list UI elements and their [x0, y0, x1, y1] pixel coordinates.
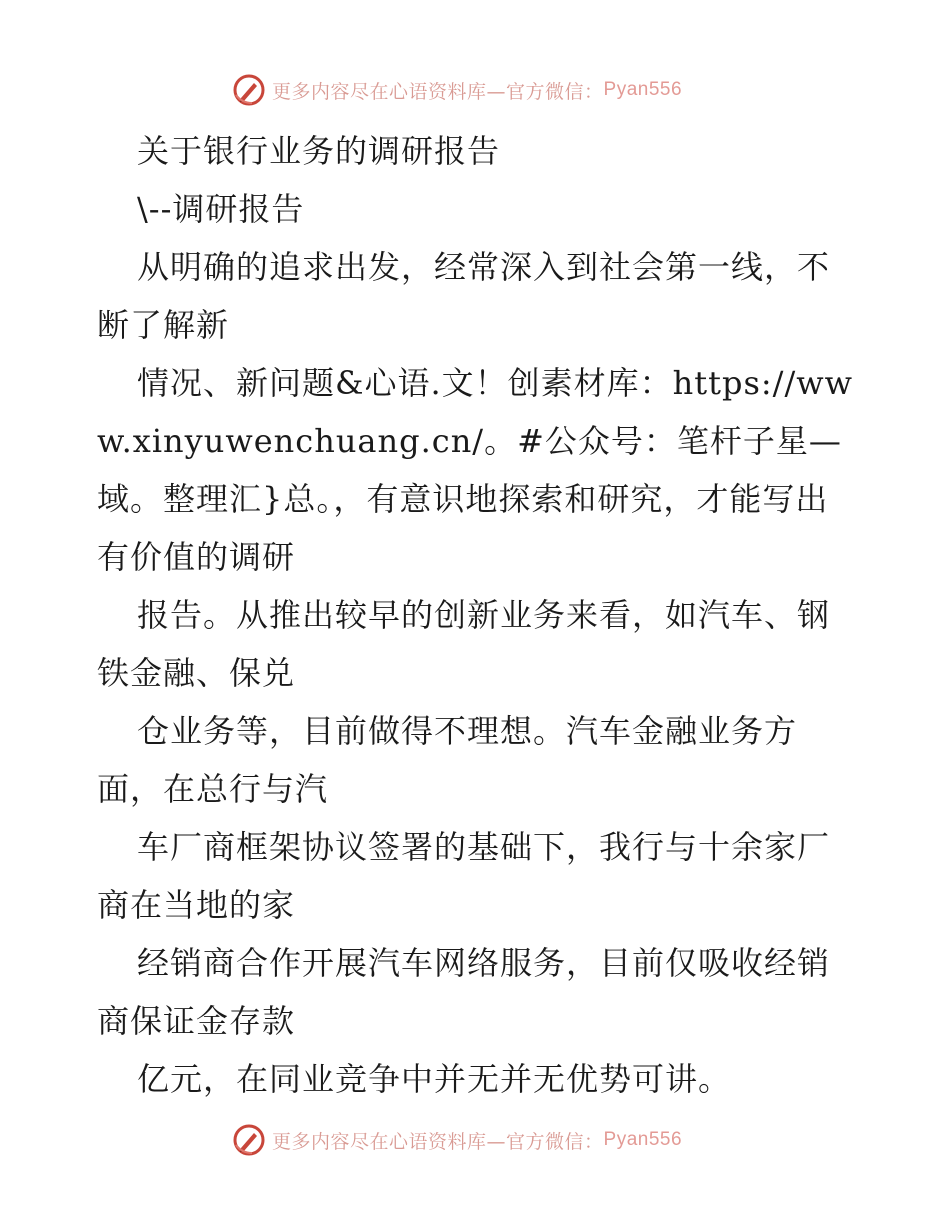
document-body — [97, 122, 857, 1108]
footer-banner-wechat: Pyan556 — [603, 1129, 683, 1150]
doc-subtitle: \--调研报告 — [137, 190, 305, 228]
footer-banner — [232, 1120, 682, 1160]
doc-paragraph: 经销商合作开展汽车网络服务，目前仅吸收经销商保证金存款 — [97, 944, 831, 1040]
pen-in-circle-icon — [232, 73, 266, 107]
footer-banner-text: 更多内容尽在心语资料库—官方微信： — [272, 1130, 604, 1153]
doc-paragraph: 车厂商框架协议签署的基础下，我行与十余家厂商在当地的家 — [97, 828, 831, 924]
doc-paragraph: 报告。从推出较早的创新业务来看，如汽车、钢铁金融、保兑 — [97, 596, 831, 692]
doc-paragraph: 从明确的追求出发，经常深入到社会第一线，不断了解新 — [97, 248, 831, 344]
header-banner-text: 更多内容尽在心语资料库—官方微信： — [272, 80, 604, 103]
doc-title: 关于银行业务的调研报告 — [137, 132, 501, 170]
doc-paragraph: 亿元，在同业竞争中并无并无优势可讲。 — [137, 1060, 732, 1098]
doc-paragraph: 仓业务等，目前做得不理想。汽车金融业务方面，在总行与汽 — [97, 712, 798, 808]
header-banner — [232, 70, 682, 110]
header-banner-wechat: Pyan556 — [603, 79, 683, 100]
doc-paragraph: 情况、新问题&心语.文！创素材库：https://www.xinyuwenchuang.cn/。#公众号：笔杆子星—域。整理汇}总。，有意识地探索和研究，才能写出有价值的调研 — [97, 364, 854, 576]
pen-in-circle-icon — [232, 1123, 266, 1157]
